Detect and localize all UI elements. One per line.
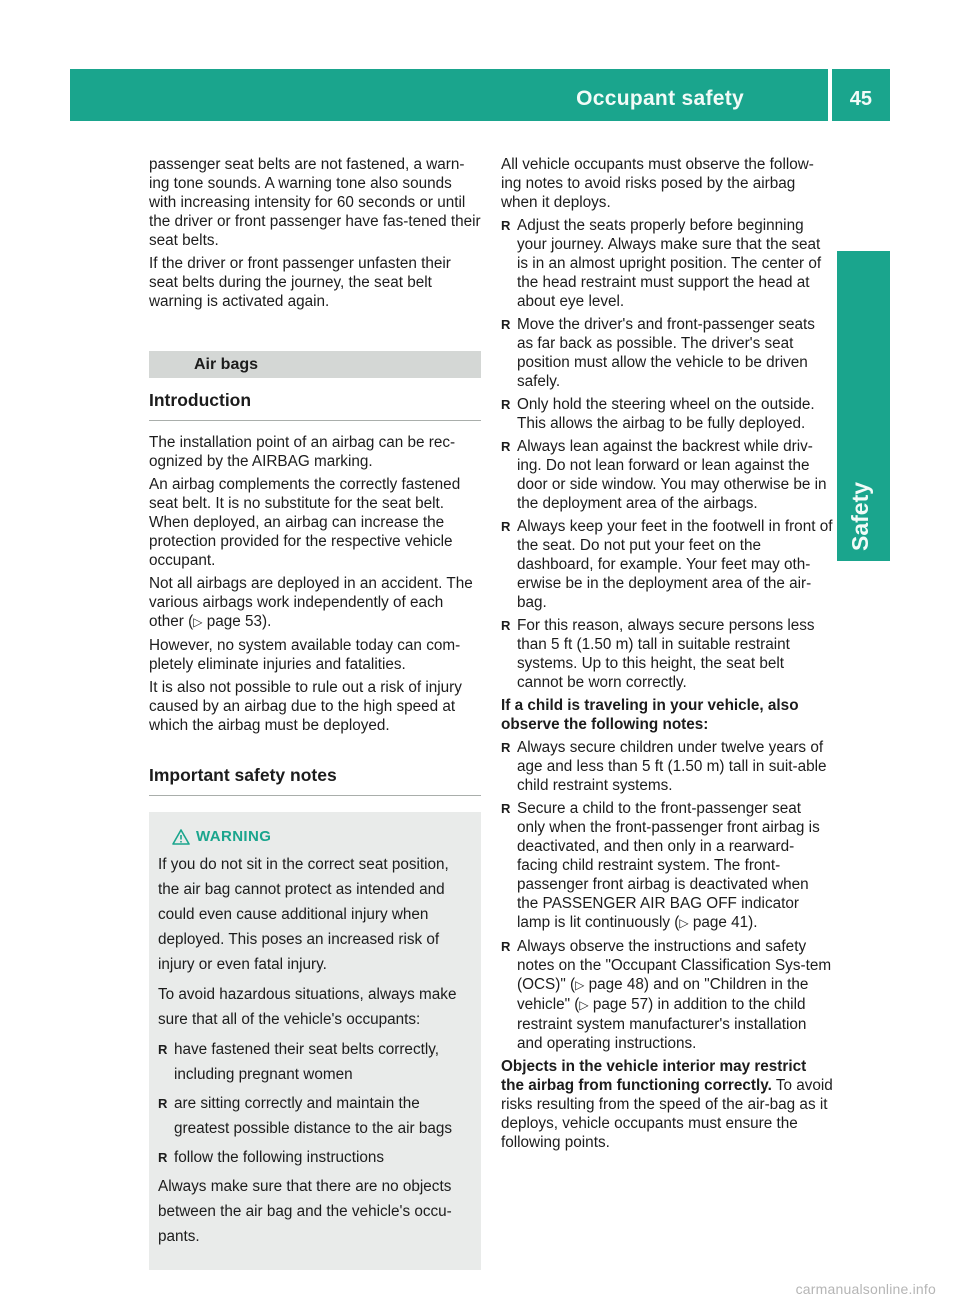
bullet-item xyxy=(501,799,833,933)
bullet-item xyxy=(501,437,833,513)
header-bar xyxy=(70,69,890,121)
bullet-text: Move the driver's and front-passenger seats as far back as possible. The driver's seat position must allow the vehicle to be driven safely. xyxy=(517,316,815,390)
paragraph xyxy=(501,1057,833,1152)
warning-bullet xyxy=(158,1037,469,1087)
page-ref-arrow-icon: ▷ xyxy=(193,615,203,629)
text: To avoid risks resulting from the speed of the air-bag as it deploys, vehicle occupants must ensure the following points. xyxy=(501,1077,833,1151)
bullet-icon: R xyxy=(158,1042,168,1057)
objects-heading: Objects in the vehicle interior may restrict the airbag from functioning correctly. xyxy=(501,1058,807,1094)
introduction-heading: Introduction xyxy=(149,378,481,421)
child-heading: If a child is traveling in your vehicle, also observe the following notes: xyxy=(501,697,799,733)
warning-bullet xyxy=(158,1145,469,1170)
bullet-text: Always observe the instructions and safety notes on the "Occupant Classification Sys-tem (OCS)" ( xyxy=(517,938,832,993)
paragraph: However, no system available today can com-pletely eliminate injuries and fatalities. xyxy=(149,637,461,673)
bullet-text: Adjust the seats properly before beginning your journey. Always make sure that the seat is in an almost upright position. The center of the head restraint must support the head at about eye level. xyxy=(517,217,822,310)
bullet-text: Always lean against the backrest while driv-ing. Do not lean forward or lean against the door or side window. You may otherwise be in the deployment area of the airbags. xyxy=(517,438,827,512)
text: ). xyxy=(262,613,272,630)
safety-notes-heading: Important safety notes xyxy=(149,753,481,796)
warning-bullet xyxy=(158,1091,469,1141)
bullet-item xyxy=(501,395,833,433)
bullet-icon: R xyxy=(501,801,511,816)
warning-paragraph: If you do not sit in the correct seat position, the air bag cannot protect as intended and could even cause additional injury when deployed. This poses an increased risk of injury or even fatal injury. xyxy=(158,856,449,973)
paragraph: An airbag complements the correctly fastened seat belt. It is no substitute for the seat belt. When deployed, an airbag can increase the protection provided for the respective vehicle occupant. xyxy=(149,476,461,569)
bullet-text: are sitting correctly and maintain the greatest possible distance to the air bags xyxy=(174,1095,453,1137)
warning-paragraph: Always make sure that there are no objects between the air bag and the vehicle's occu-pants. xyxy=(158,1178,452,1245)
page-ref-link[interactable]: page 41 xyxy=(692,914,749,931)
warning-triangle-icon xyxy=(172,829,190,845)
bullet-text: For this reason, always secure persons less than 5 ft (1.50 m) tall in suitable restraint systems. Up to this height, the seat belt cannot be worn correctly. xyxy=(517,617,815,691)
page-ref-arrow-icon: ▷ xyxy=(579,998,589,1012)
bullet-icon: R xyxy=(501,939,511,954)
page-ref-link[interactable]: page 48 xyxy=(588,976,644,993)
header-title: Occupant safety xyxy=(576,87,744,110)
left-column xyxy=(149,155,481,1270)
bullet-icon: R xyxy=(501,519,511,534)
text: ) in addition to the child restraint system manufacturer's installation and operating instructions. xyxy=(517,996,807,1052)
bullet-text: Always secure children under twelve years of age and less than 5 ft (1.50 m) tall in suit-able child restraint systems. xyxy=(517,739,827,794)
header-divider xyxy=(828,69,832,121)
section-title: Air bags xyxy=(149,351,481,378)
page-number: 45 xyxy=(849,88,872,110)
warning-label: WARNING xyxy=(196,828,272,845)
bullet-item xyxy=(501,517,833,612)
page-ref-arrow-icon: ▷ xyxy=(679,916,689,930)
paragraph: The installation point of an airbag can be rec-ognized by the AIRBAG marking. xyxy=(149,434,456,470)
warning-paragraph: To avoid hazardous situations, always make sure that all of the vehicle's occupants: xyxy=(158,986,457,1028)
bullet-item xyxy=(501,937,833,1053)
paragraph: passenger seat belts are not fastened, a warn-ing tone sounds. A warning tone also sounds with increasing intensity for 60 seconds or until the driver or front passenger have fas-tened their seat belts. xyxy=(149,156,481,249)
page-ref-link[interactable]: page 53 xyxy=(206,613,262,630)
bullet-item xyxy=(501,616,833,692)
watermark: carmanualsonline.info xyxy=(795,1281,936,1297)
bullet-icon: R xyxy=(501,218,511,233)
page-ref-arrow-icon: ▷ xyxy=(575,978,585,992)
side-tab-label: Safety xyxy=(847,481,873,551)
warning-title xyxy=(172,824,469,849)
paragraph: It is also not possible to rule out a risk of injury caused by an airbag due to the high speed at which the airbag must be deployed. xyxy=(149,679,462,734)
bullet-text: follow the following instructions xyxy=(174,1149,385,1166)
bullet-item xyxy=(501,738,833,795)
warning-box xyxy=(149,812,481,1270)
text: ). xyxy=(748,914,758,931)
text: ) and on "Children in the vehicle" ( xyxy=(517,976,809,1013)
bullet-text: Always keep your feet in the footwell in front of the seat. Do not put your feet on the dashboard, for example. Your feet may oth-erwise be in the deployment area of the air-bag. xyxy=(517,518,833,611)
bullet-icon: R xyxy=(501,397,511,412)
bullet-icon: R xyxy=(501,740,511,755)
bullet-text: have fastened their seat belts correctly, including pregnant women xyxy=(174,1041,439,1083)
bullet-item xyxy=(501,216,833,311)
bullet-text: Only hold the steering wheel on the outside. This allows the airbag to be fully deployed. xyxy=(517,396,815,432)
paragraph: If the driver or front passenger unfasten their seat belts during the journey, the seat belt warning is activated again. xyxy=(149,255,451,310)
side-tab xyxy=(837,251,890,561)
text: Not all airbags are deployed in an accident. The various airbags work independently of each other ( xyxy=(149,575,473,630)
paragraph: All vehicle occupants must observe the follow-ing notes to avoid risks posed by the airbag when it deploys. xyxy=(501,156,814,211)
page-ref-link[interactable]: page 57 xyxy=(592,996,649,1013)
bullet-item xyxy=(501,315,833,391)
bullet-icon: R xyxy=(158,1150,168,1165)
bullet-icon: R xyxy=(158,1096,168,1111)
right-column xyxy=(501,155,833,1156)
paragraph xyxy=(149,574,481,632)
bullet-icon: R xyxy=(501,618,511,633)
bullet-icon: R xyxy=(501,439,511,454)
bullet-text: Secure a child to the front-passenger seat only when the front-passenger front airbag is deactivated, and then only in a rearward-facing child restraint system. The front-passenger front airbag is deactivated when the PASSENGER AIR BAG OFF indicator lamp is lit continuously ( xyxy=(517,800,820,931)
bullet-icon: R xyxy=(501,317,511,332)
